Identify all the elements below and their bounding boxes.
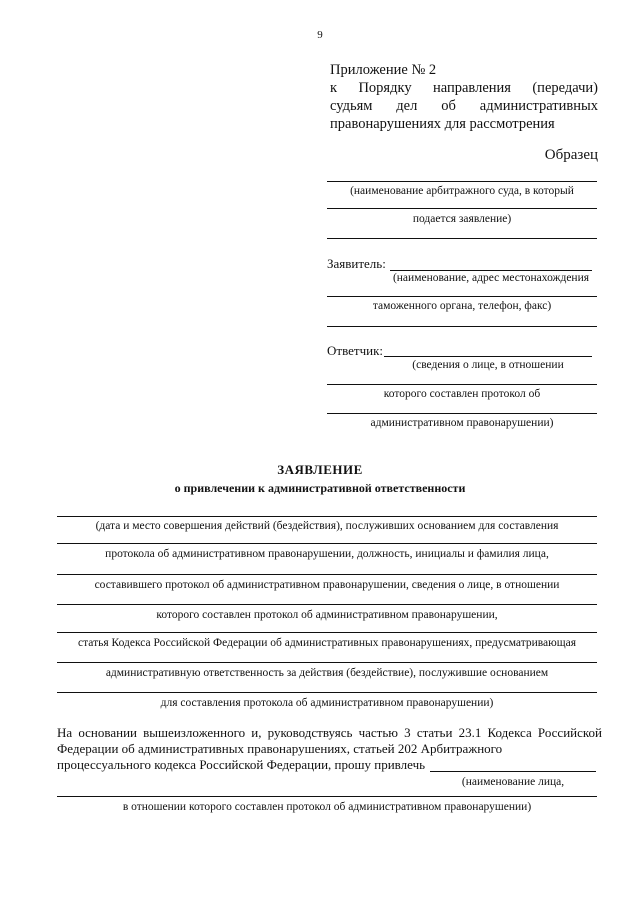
description-caption: административную ответственность за действия (бездействие), послужившие основанием <box>105 667 549 679</box>
person-name-line <box>57 796 597 797</box>
request-text: процессуального кодекса Российской Федерации, прошу привлечь <box>57 757 426 772</box>
respondent-line <box>327 384 597 385</box>
request-caption: в отношении которого составлен протокол об административном правонарушении) <box>122 801 532 813</box>
court-caption: (наименование арбитражного суда, в который <box>350 185 574 197</box>
document-title: ЗАЯВЛЕНИЕ <box>277 462 363 477</box>
court-name-line <box>327 238 597 239</box>
description-line <box>57 662 597 663</box>
description-line <box>57 692 597 693</box>
respondent-label: Ответчик: <box>327 343 384 358</box>
appendix-title: Приложение № 2 <box>330 62 437 78</box>
person-name-line <box>430 771 596 772</box>
applicant-label: Заявитель: <box>327 256 386 271</box>
respondent-caption: (сведения о лице, в отношении <box>412 359 564 371</box>
appendix-line: правонарушениях для рассмотрения <box>330 116 555 132</box>
applicant-caption: (наименование, адрес местонахождения <box>392 272 590 284</box>
respondent-caption: административном правонарушении) <box>370 417 554 429</box>
appendix-line: к Порядку направления (передачи) <box>330 80 598 96</box>
description-line <box>57 516 597 517</box>
request-text: На основании вышеизложенного и, руководствуясь частью 3 статьи 23.1 Кодекса Российской <box>57 725 602 740</box>
applicant-line <box>390 270 592 271</box>
applicant-caption: таможенного органа, телефон, факс) <box>372 300 552 312</box>
court-name-line <box>327 208 597 209</box>
sample-label: Образец <box>544 147 598 163</box>
description-caption: статья Кодекса Российской Федерации об административных правонарушениях, предусматривающая <box>78 637 576 649</box>
request-caption: (наименование лица, <box>461 776 565 788</box>
applicant-line <box>327 296 597 297</box>
description-line <box>57 632 597 633</box>
court-caption: подается заявление) <box>412 213 512 225</box>
document-subtitle: о привлечении к административной ответственности <box>174 481 466 495</box>
description-caption: которого составлен протокол об административном правонарушении, <box>156 609 498 621</box>
description-line <box>57 604 597 605</box>
respondent-line <box>327 413 597 414</box>
description-caption: для составления протокола об административном правонарушении) <box>160 697 494 709</box>
description-caption: составившего протокол об административном правонарушении, сведения о лице, в отношении <box>94 579 560 591</box>
respondent-caption: которого составлен протокол об <box>383 388 541 400</box>
description-line <box>57 543 597 544</box>
applicant-line <box>327 326 597 327</box>
description-caption: (дата и место совершения действий (бездействия), послуживших основанием для составления <box>95 520 559 532</box>
appendix-line: судьям дел об административных <box>330 98 598 114</box>
court-name-line <box>327 181 597 182</box>
request-text: Федерации об административных правонарушениях, статьей 202 Арбитражного <box>57 741 503 756</box>
respondent-line <box>384 356 592 357</box>
description-caption: протокола об административном правонарушении, должность, инициалы и фамилия лица, <box>105 548 549 560</box>
description-line <box>57 574 597 575</box>
page-number: 9 <box>317 29 323 41</box>
